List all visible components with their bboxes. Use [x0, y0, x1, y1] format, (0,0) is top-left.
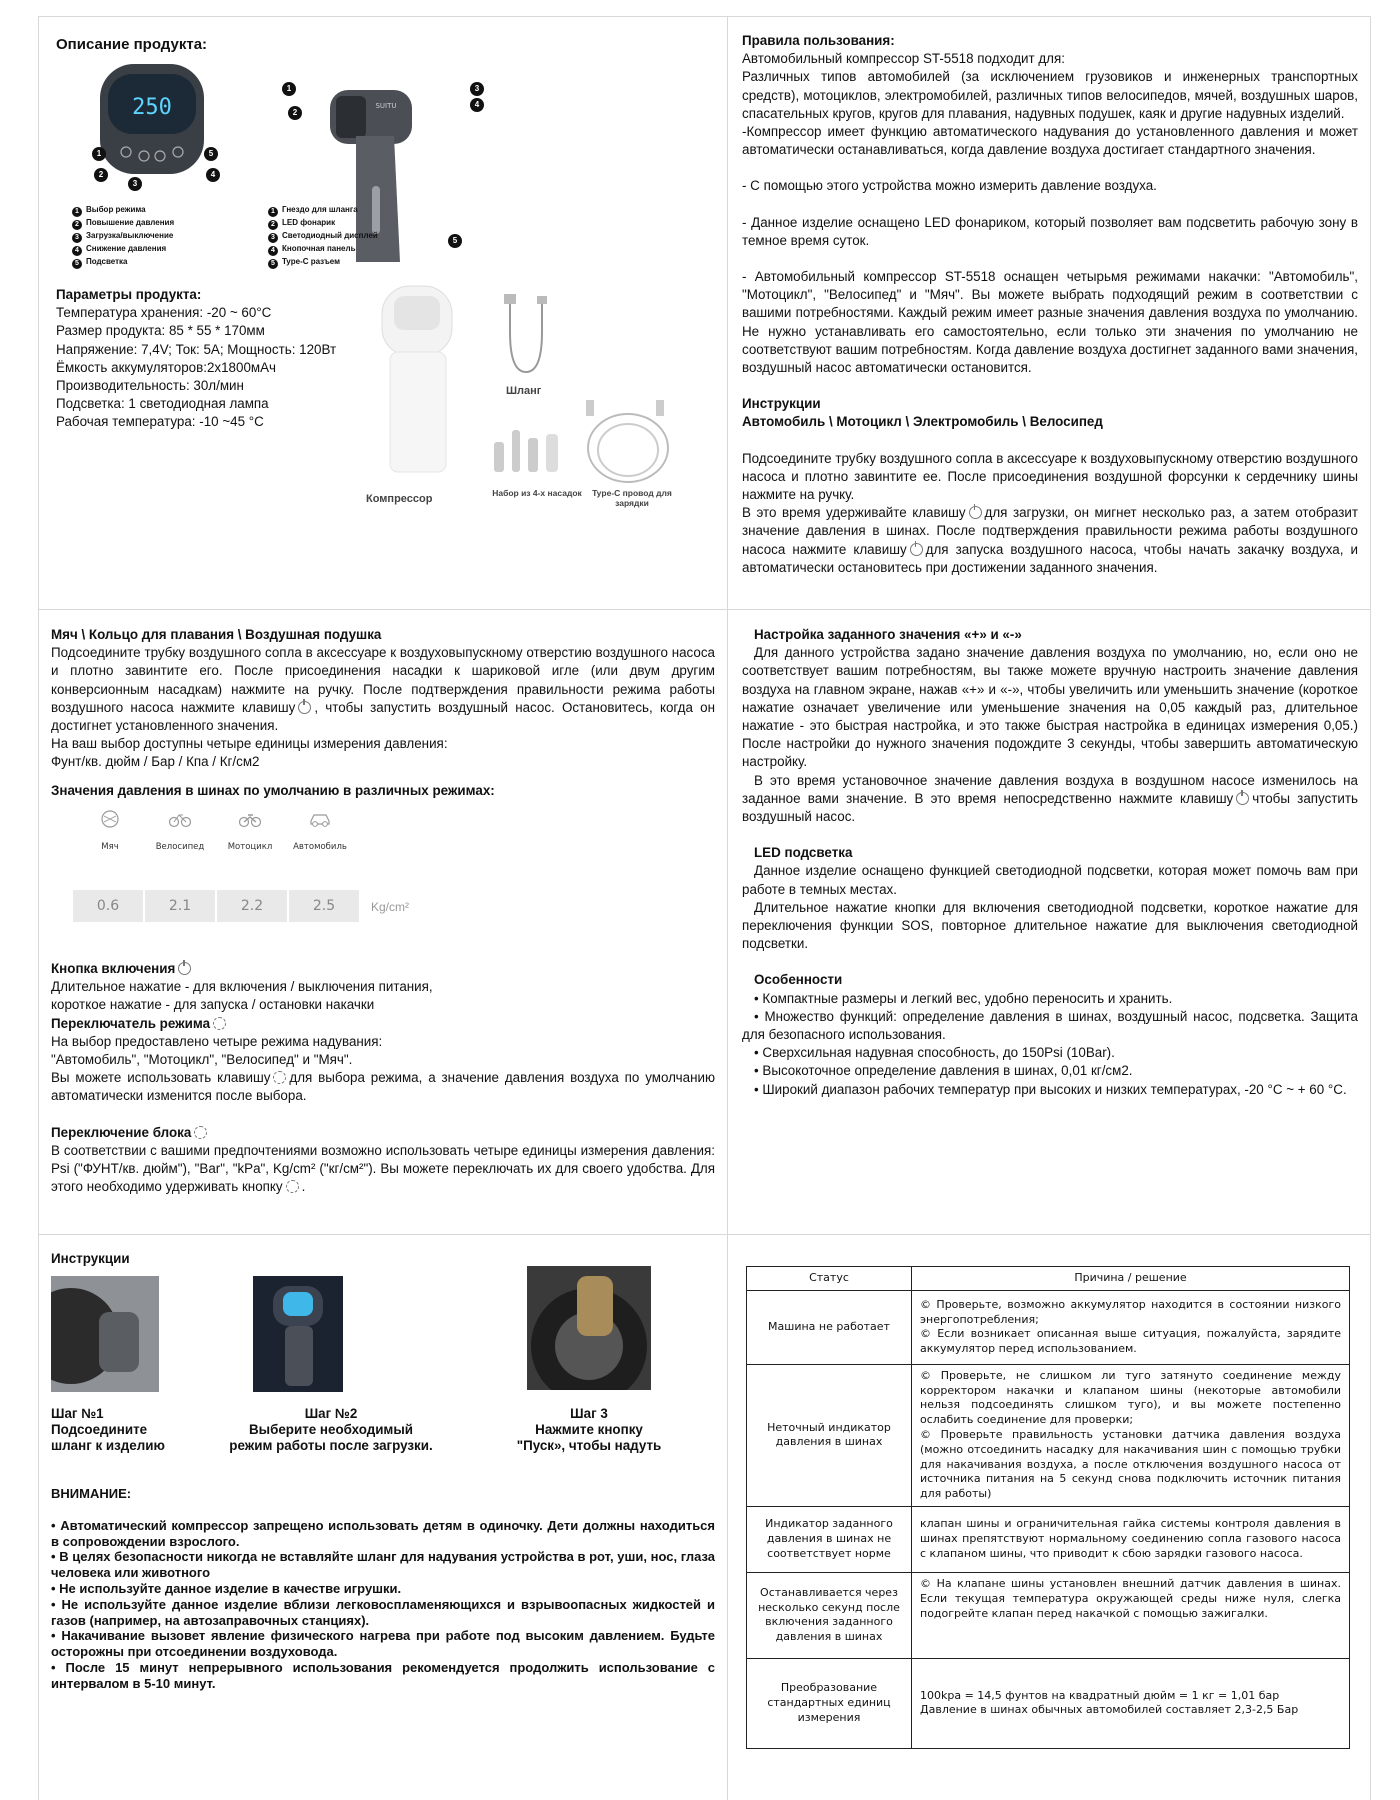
legend-left-item: 2 Повышение давления	[72, 217, 174, 230]
setting-paragraph: Для данного устройства задано значение давления воздуха по умолчанию, но, если оно не соответствует вашим потребностям, вы также можете вручную настроить значение давления воздуха на главном экране, нажав «+» и «-», чтобы увеличить или уменьшить значение (короткое нажатие означает увеличение или уменьшение значения на 0,05 каждый раз, длительное нажатие - это быстрая настройка, и это также быстрая настройка в единицах измерения 0,05.) После настройки до нужного значения подождите 3 секунды, чтобы завершить автоматическую настройку.	[742, 645, 1358, 770]
callout-3: 3	[470, 82, 484, 96]
led-paragraph: Длительное нажатие кнопки для включения светодиодной подсветки, короткое нажатие для переключения функции SOS, повторное длительное нажатие для выключения светодиодной подсветки.	[742, 899, 1358, 952]
mode-value: 2.2	[217, 890, 287, 922]
kit-label-cable: Type-C провод для зарядки	[592, 488, 672, 508]
table-row	[747, 1364, 1350, 1506]
rules-paragraph: - С помощью этого устройства можно измерить давление воздуха.	[742, 178, 1157, 194]
setting-paragraph-2: В это время установочное значение давления воздуха в воздушном насосе изменилось на заданное вами значение. В это время непосредственно нажмите клавишу чтобы запустить воздушный насос.	[742, 772, 1358, 825]
units-intro: На ваш выбор доступны четыре единицы измерения давления:	[51, 736, 448, 752]
power-button-title: Кнопка включения	[51, 960, 715, 978]
status-cell: Неточный индикатор давления в шинах	[747, 1364, 912, 1506]
feature-item: • Высокоточное определение давления в шинах, 0,01 кг/см2.	[754, 1063, 1133, 1079]
page-frame-top	[38, 16, 1370, 17]
param-line: Размер продукта: 85 * 55 * 170мм	[56, 323, 265, 339]
params-title: Параметры продукта:	[56, 287, 202, 302]
row-divider-1	[38, 609, 1370, 610]
mode-icon	[213, 1017, 226, 1030]
legend-left-item: 1 Выбор режима	[72, 204, 174, 217]
kit-label-nozzles: Набор из 4-х насадок	[492, 488, 582, 498]
product-description	[56, 36, 716, 601]
mode-label: Автомобиль	[293, 842, 347, 852]
rules-title: Правила пользования:	[742, 33, 895, 48]
ball-icon	[99, 810, 121, 828]
troubleshooting-table	[746, 1266, 1350, 1749]
status-cell: Преобразование стандартных единиц измерения	[747, 1658, 912, 1748]
legend-left-item: 4 Снижение давления	[72, 243, 174, 256]
rules-paragraph: Автомобильный компрессор ST-5518 подходит для:	[742, 51, 1065, 67]
page-frame-left	[38, 16, 39, 1800]
warning-item: • В целях безопасности никогда не вставляйте шланг для надувания устройства в рот, уши, нос, глаза человека или животного	[51, 1549, 715, 1581]
step-1-caption: Шаг №1 Подсоедините шланг к изделию	[51, 1406, 165, 1453]
warning-item: • Не используйте данное изделие вблизи легковоспламеняющихся и взрывоопасных жидкостей и газов (например, на автозаправочных станциях).	[51, 1596, 715, 1628]
table-header: Статус	[747, 1267, 912, 1291]
defaults-title: Значения давления в шинах по умолчанию в различных режимах:	[51, 782, 495, 798]
power-icon	[298, 701, 311, 714]
param-line: Подсветка: 1 светодиодная лампа	[56, 396, 269, 412]
usage-rules	[742, 32, 1358, 602]
reason-cell: клапан шины и ограничительная гайка системы контроля давления в шинах препятствуют нормальному соединению сопла газового насоса с клапаном шины, что приводит к сбою зарядки газового насоса.	[912, 1506, 1350, 1572]
legend-left-item: 3 Загрузка/выключение	[72, 230, 174, 243]
legend-left	[72, 204, 174, 269]
legend-right	[268, 204, 378, 269]
cable-image	[580, 398, 676, 488]
mode-label: Мотоцикл	[227, 842, 273, 852]
callout-4: 4	[206, 168, 220, 182]
warning-item: • После 15 минут непрерывного использования рекомендуется продолжить использование с интервалом в 5-10 минут.	[51, 1659, 715, 1691]
table-row	[747, 1506, 1350, 1572]
step-2-caption: Шаг №2 Выберите необходимый режим работы после загрузки.	[229, 1406, 433, 1453]
ball-paragraph: Подсоедините трубку воздушного сопла в аксессуаре к воздуховыпускному отверстию воздушного насоса и плотно завинтите его. После присоединения насадки к шариковой игле (или двум другим конверсионным насадкам) нажмите на ручку. После подтверждения правильности режима работы воздушного насоса нажмите клавишу , чтобы запустить воздушный насос. Остановитесь, когда он достигнет установленного значения.	[51, 645, 715, 734]
step-3-caption: Шаг 3 Нажмите кнопку "Пуск», чтобы надуть	[516, 1406, 662, 1453]
kit-label-compressor: Компрессор	[366, 493, 433, 505]
pressure-unit: Kg/cm²	[371, 900, 410, 914]
car-icon	[309, 810, 331, 828]
callout-1: 1	[92, 147, 106, 161]
row-divider-2	[38, 1234, 1370, 1235]
instructions-paragraph: Подсоедините трубку воздушного сопла в аксессуаре к воздуховыпускному отверстию воздушного насоса и плотно завинтите ее. После присоединения воздушной форсунки к сердечнику шины нажмите на ручку.	[742, 450, 1358, 503]
legend-right-item: 3 Светодиодный дисплей	[268, 230, 378, 243]
ball-title: Мяч \ Кольцо для плавания \ Воздушная подушка	[51, 627, 382, 642]
status-cell: Индикатор заданного давления в шинах не соответствует норме	[747, 1506, 912, 1572]
legend-right-item: 1 Гнездо для шланга	[268, 204, 378, 217]
nozzles-image	[488, 424, 568, 484]
compressor-image	[372, 282, 462, 482]
mode-value: 2.5	[289, 890, 359, 922]
param-line: Ёмкость аккумуляторов:2x1800мАч	[56, 359, 277, 375]
rules-paragraph: - Данное изделие оснащено LED фонариком, который позволяет вам подсветить рабочую зону в темное время суток.	[742, 214, 1358, 248]
mode-value: 2.1	[145, 890, 215, 922]
callout-3: 3	[128, 177, 142, 191]
step-2-image	[253, 1276, 343, 1392]
reason-cell: © Проверьте, не слишком ли туго затянуто соединение между корректором накачки и клапаном шины (некоторые автомобили нельзя подсоединять слишком туго), и вы можете постепенно ослабить соединение для проверки; © Проверьте правильность установки датчика давления воздуха (можно отсоединить насадку для накачивания шин с помощью трубки для накачивания воздуха, а после отключения воздушного насоса от источника питания на 5 секунд снова подключить источник питания для работы)	[912, 1364, 1350, 1506]
power-icon	[178, 962, 191, 975]
callout-4: 4	[470, 98, 484, 112]
led-paragraph: Данное изделие оснащено функцией светодиодной подсветки, которая может помочь вам при работе в темных местах.	[742, 863, 1358, 897]
legend-left-item: 5 Подсветка	[72, 256, 174, 269]
legend-right-item: 4 Кнопочная панель	[268, 243, 378, 256]
mode-label: Мяч	[101, 842, 119, 852]
reason-cell: © Проверьте, возможно аккумулятор находится в состоянии низкого энергопотребления; © Если возникает описанная выше ситуация, пожалуйста, зарядите аккумулятор перед использованием.	[912, 1290, 1350, 1364]
product-params	[56, 286, 356, 432]
reason-cell: 100kpa = 14,5 фунтов на квадратный дюйм = 1 кг = 1,01 бар Давление в шинах обычных автомобилей составляет 2,3-2,5 Бар	[912, 1658, 1350, 1748]
rules-paragraph: - Автомобильный компрессор ST-5518 оснащен четырьмя режимами накачки: "Автомобиль", "Мотоцикл", "Велосипед" и "Мяч". Вы можете выбрать подходящий режим в соответствии с вашими потребностями. Каждый режим имеет разные значения давления воздуха по умолчанию. Не нужно устанавливать его самостоятельно, если только эти значения по умолчанию не соответствуют вашим потребностям. Когда давление воздуха достигнет заданного вами значения, воздушный насос автоматически остановится.	[742, 269, 1358, 376]
instructions-subtitle: Автомобиль \ Мотоцикл \ Электромобиль \ Велосипед	[742, 414, 1103, 430]
mode-label: Велосипед	[155, 842, 205, 852]
table-row	[747, 1572, 1350, 1658]
table-header-row	[747, 1267, 1350, 1291]
led-title: LED подсветка	[754, 845, 853, 861]
display-value: 250	[132, 95, 172, 120]
callout-1: 1	[282, 82, 296, 96]
instructions-section	[51, 1250, 715, 1790]
param-line: Напряжение: 7,4V; Ток: 5A; Мощность: 120Вт	[56, 341, 337, 357]
kit-label-hose: Шланг	[506, 385, 542, 397]
param-line: Рабочая температура: -10 ~45 °C	[56, 414, 264, 430]
unit-line: В соответствии с вашими предпочтениями возможно использовать четыре единицы измерения давления: Psi ("ФУНТ/кв. дюйм"), "Bar", "kPa", Kg/cm² ("кг/см²"). Вы можете переключать их для своего удобства. Для этого необходимо удерживать кнопку .	[51, 1142, 715, 1195]
status-cell: Останавливается через несколько секунд после включения заданного давления в шинах	[747, 1572, 912, 1658]
table-header: Причина / решение	[912, 1267, 1350, 1291]
step-3-image	[527, 1266, 651, 1390]
mode-line: На выбор предоставлено четыре режима надувания:	[51, 1033, 383, 1049]
warning-item: • Накачивание вызовет явление физического нагрева при работе под высоким давлением. Будьте осторожны при отсоединении воздуховода.	[51, 1628, 715, 1660]
power-line: короткое нажатие - для запуска / остановки накачки	[51, 997, 375, 1013]
callout-5: 5	[448, 234, 462, 248]
mode-line: "Автомобиль", "Мотоцикл", "Велосипед" и "Мяч".	[51, 1052, 353, 1068]
mode-switch-title: Переключатель режима	[51, 1015, 715, 1033]
legend-right-item: 2 LED фонарик	[268, 217, 378, 230]
ball-section	[51, 626, 715, 1226]
product-description-title: Описание продукта:	[56, 36, 208, 53]
power-icon	[910, 543, 923, 556]
reason-cell: © На клапане шины установлен внешний датчик давления в шинах. Если текущая температура окружающей среды ниже нуля, слегка подогрейте клапан перед накачкой с помощью зажигалки.	[912, 1572, 1350, 1658]
power-icon	[1236, 792, 1249, 805]
warning-item: • Не используйте данное изделие в качестве игрушки.	[51, 1580, 402, 1596]
mode-icon	[273, 1071, 286, 1084]
hose-image	[496, 292, 556, 392]
instructions-title: Инструкции	[742, 396, 821, 412]
feature-item: • Широкий диапазон рабочих температур при высоких и низких температурах, -20 °C ~ + 60 °C.	[754, 1081, 1347, 1097]
step-1-image	[51, 1276, 159, 1392]
brand-label: SUITU	[375, 102, 397, 110]
instructions-steps-title: Инструкции	[51, 1251, 130, 1266]
callout-2: 2	[288, 106, 302, 120]
table-row	[747, 1658, 1350, 1748]
units-list: Фунт/кв. дюйм / Бар / Кпа / Кг/см2	[51, 754, 260, 770]
unit-icon	[286, 1180, 299, 1193]
setting-title: Настройка заданного значения «+» и «-»	[754, 627, 1022, 642]
page-frame-right	[1370, 16, 1371, 1800]
callout-2: 2	[94, 168, 108, 182]
mode-line: Вы можете использовать клавишу для выбора режима, а значение давления воздуха по умолчанию автоматически изменится после выбора.	[51, 1070, 715, 1104]
power-line: Длительное нажатие - для включения / выключения питания,	[51, 979, 433, 995]
column-divider	[727, 16, 728, 1800]
warning-item: • Автоматический компрессор запрещено использовать детям в одиночку. Дети должны находиться в сопровождении взрослого.	[51, 1517, 715, 1549]
rules-paragraph: Различных типов автомобилей (за исключением грузовиков и инженерных транспортных средств), мотоциклов, электромобилей, различных типов велосипедов, мячей, воздушных шаров, спасательных кругов, кругов для плавания, надувных подушек, каяк и другие надувных изделий.	[742, 69, 1358, 121]
troubleshooting	[746, 1266, 1350, 1749]
power-icon	[969, 506, 982, 519]
table-row	[747, 1290, 1350, 1364]
warning-title: ВНИМАНИЕ:	[51, 1486, 132, 1501]
legend-right-item: 5 Type-C разъем	[268, 256, 378, 269]
features-title: Особенности	[754, 972, 843, 988]
default-pressures	[71, 810, 471, 930]
unit-switch-title: Переключение блока	[51, 1124, 715, 1142]
status-cell: Машина не работает	[747, 1290, 912, 1364]
mode-value: 0.6	[73, 890, 143, 922]
param-line: Температура хранения: -20 ~ 60°С	[56, 305, 272, 321]
motorcycle-icon	[239, 810, 261, 828]
instructions-paragraph-2: В это время удерживайте клавишу для загрузки, он мигнет несколько раз, а затем отобразит значение давления в шинах. После подтверждения правильности режима работы воздушного насоса нажмите клавишу для запуска воздушного насоса, чтобы начать закачку воздуха, и автоматически остановитесь при достижении заданного значения.	[742, 505, 1359, 575]
feature-item: • Множество функций: определение давления в шинах, воздушный насос, подсветка. Защита для безопасного использования.	[742, 1008, 1358, 1043]
settings-section	[742, 626, 1358, 1226]
unit-icon	[194, 1126, 207, 1139]
bicycle-icon	[169, 810, 191, 828]
feature-item: • Компактные размеры и легкий вес, удобно переносить и хранить.	[754, 990, 1173, 1006]
param-line: Производительность: 30л/мин	[56, 378, 244, 394]
rules-paragraph: -Компрессор имеет функцию автоматического надувания до установленного давления и может автоматически останавливаться, когда давление воздуха достигает стандартного значения.	[742, 124, 1358, 158]
feature-item: • Сверхсильная надувная способность, до 150Psi (10Bar).	[754, 1045, 1115, 1061]
callout-5: 5	[204, 147, 218, 161]
product-front-image	[92, 64, 212, 204]
